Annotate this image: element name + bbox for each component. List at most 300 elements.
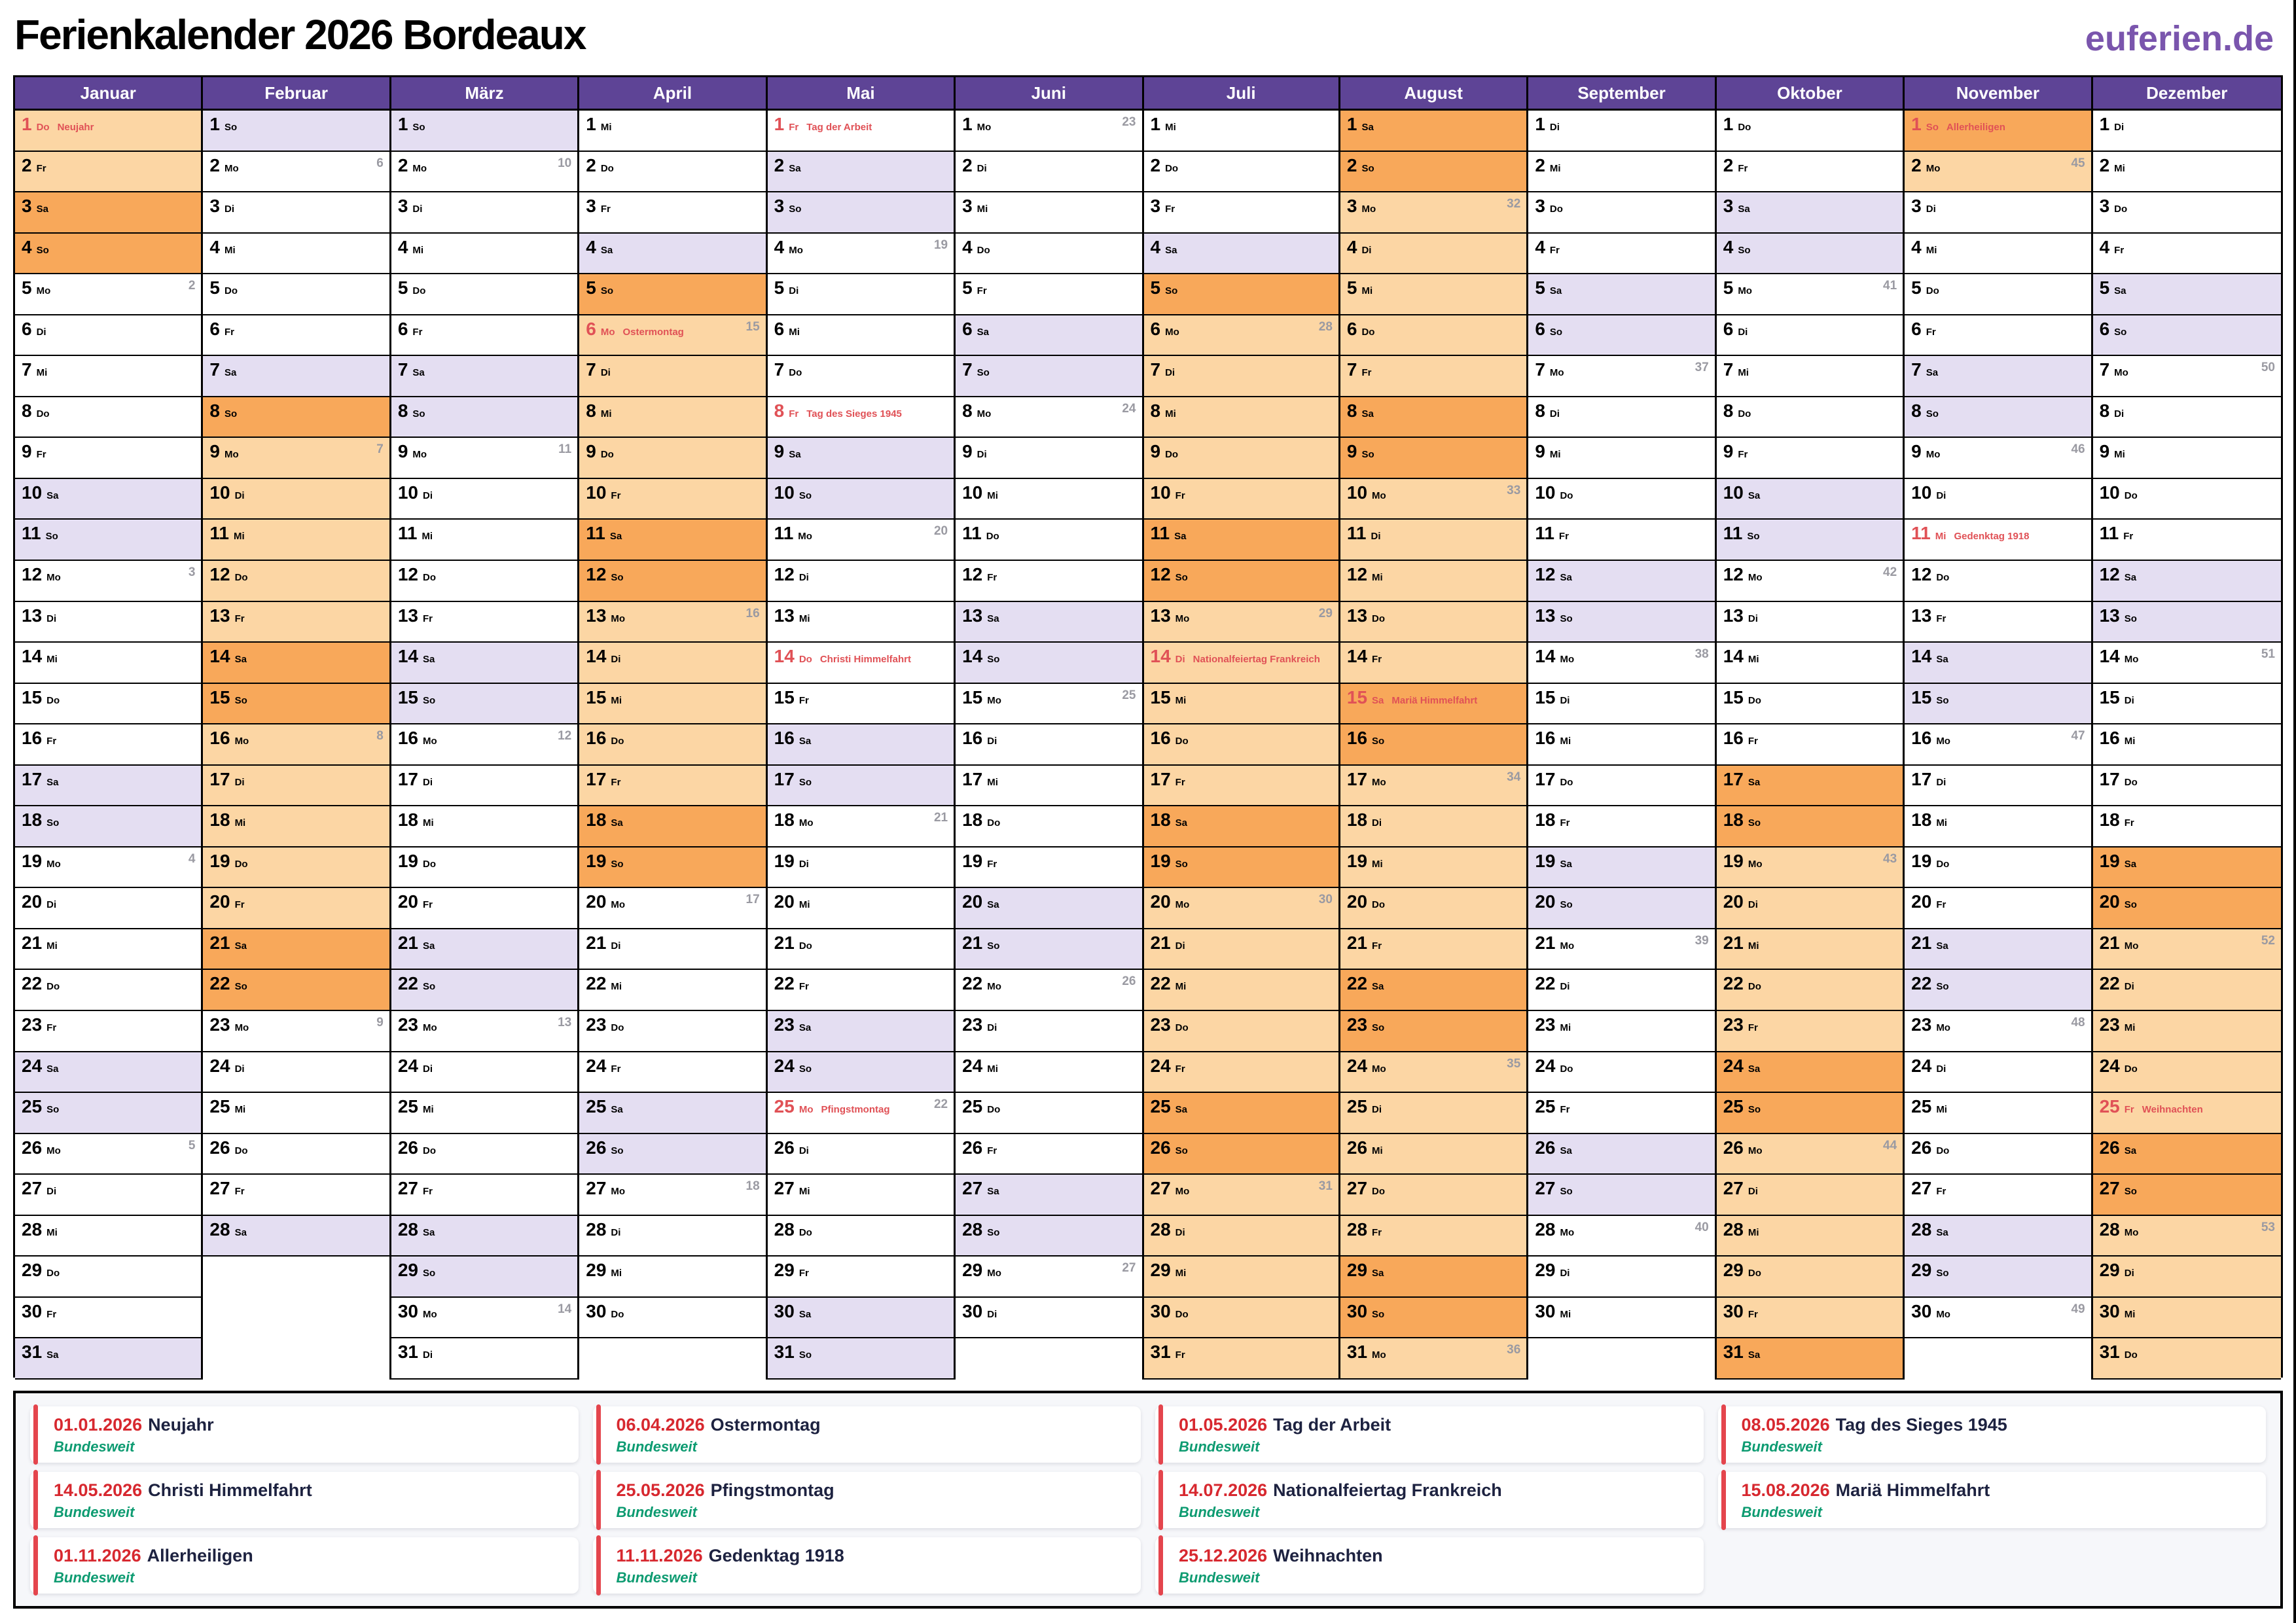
day-number: 19 [1150, 850, 1171, 871]
day-cell [579, 766, 765, 807]
day-number: 17 [1346, 768, 1368, 789]
day-cell [956, 1011, 1141, 1052]
weekday-label: Mo [1748, 572, 1763, 584]
day-number: 18 [1150, 810, 1171, 830]
red-accent-bar [33, 1535, 38, 1596]
day-cell [1717, 1052, 1903, 1094]
legend-card [593, 1537, 1141, 1594]
day-number: 10 [1150, 482, 1171, 503]
weekday-label: Sa [46, 776, 59, 788]
weekday-label: Fr [987, 1145, 997, 1156]
day-cell [768, 234, 954, 275]
site-logo[interactable]: euferien.de [2085, 19, 2274, 58]
weekday-label: Di [1165, 367, 1175, 379]
weekday-label: Mo [611, 1186, 626, 1198]
day-cell [1340, 684, 1526, 725]
day-number: 10 [1535, 482, 1556, 503]
day-number: 29 [962, 1260, 983, 1281]
weekday-label: Fr [798, 1268, 809, 1279]
day-number: 22 [586, 973, 607, 994]
day-cell [1905, 234, 2090, 275]
day-cell [956, 356, 1141, 397]
day-number: 21 [1150, 932, 1171, 953]
day-cell [1340, 929, 1526, 971]
day-number: 31 [1723, 1342, 1744, 1363]
day-number: 9 [2099, 441, 2110, 462]
day-cell [2093, 1175, 2281, 1216]
weekday-label: Fr [46, 1022, 57, 1034]
day-number: 27 [1723, 1178, 1744, 1199]
holiday-label: Tag der Arbeit [806, 122, 872, 133]
day-cell [1144, 356, 1338, 397]
weekday-label: So [224, 122, 238, 133]
day-cell [2093, 1011, 2281, 1052]
day-cell [1905, 929, 2090, 971]
day-cell [1717, 643, 1903, 684]
weekday-label: Do [1361, 326, 1375, 338]
day-cell [1528, 929, 1714, 971]
weekday-label: Di [1361, 244, 1372, 256]
day-number: 21 [22, 932, 43, 953]
week-number: 31 [1318, 1179, 1333, 1194]
weekday-label: Sa [1174, 531, 1187, 543]
weekday-label: Di [1748, 613, 1758, 624]
day-number: 20 [1723, 891, 1744, 912]
day-cell [1340, 602, 1526, 643]
weekday-label: So [1165, 285, 1178, 297]
weekday-label: Mo [1175, 1186, 1190, 1198]
weekday-label: Do [1748, 1268, 1761, 1279]
day-cell [391, 888, 577, 929]
day-number: 14 [397, 646, 418, 667]
day-cell [1717, 520, 1903, 561]
day-number: 30 [397, 1300, 418, 1321]
day-number: 2 [397, 154, 408, 175]
day-cell [203, 1052, 389, 1094]
month-header: April [579, 77, 765, 111]
weekday-label: Sa [1175, 1104, 1188, 1116]
day-number: 29 [1346, 1260, 1368, 1281]
day-number: 26 [1346, 1137, 1368, 1158]
day-cell [579, 1175, 765, 1216]
day-cell [203, 1134, 389, 1175]
weekday-label: Sa [1748, 1349, 1761, 1361]
legend-scope: Bundesweit [616, 1438, 697, 1455]
day-number: 14 [209, 646, 230, 667]
day-cell [1528, 766, 1714, 807]
day-cell [15, 561, 201, 602]
legend-line [617, 1415, 1135, 1435]
legend-date: 25.12.2026 [1179, 1546, 1268, 1565]
weekday-label: Do [1560, 490, 1573, 501]
day-cell [768, 1093, 954, 1134]
week-number: 52 [2261, 933, 2275, 948]
weekday-label: So [234, 694, 247, 706]
weekday-label: Di [2124, 694, 2134, 706]
day-cell [768, 111, 954, 152]
weekday-label: Sa [798, 1308, 812, 1320]
day-cell [2093, 806, 2281, 847]
weekday-label: Sa [1560, 1145, 1572, 1156]
weekday-label: Sa [1361, 122, 1374, 133]
day-cell [203, 888, 389, 929]
day-number: 12 [397, 564, 418, 585]
weekday-label: Mi [422, 1104, 434, 1116]
week-number: 41 [1883, 279, 1897, 293]
day-number: 4 [1911, 236, 1922, 257]
day-number: 6 [2099, 318, 2110, 339]
day-cell [768, 1338, 954, 1380]
weekday-label: Fr [36, 449, 46, 461]
day-cell [391, 1011, 577, 1052]
day-cell [956, 684, 1141, 725]
weekday-label: So [987, 654, 1000, 666]
day-number: 21 [1346, 932, 1368, 953]
weekday-label: Di [36, 326, 46, 338]
legend-holiday-name: Ostermontag [710, 1415, 821, 1435]
weekday-label: Do [2124, 776, 2138, 788]
day-cell [1905, 356, 2090, 397]
day-number: 28 [1346, 1219, 1368, 1240]
day-cell [579, 1011, 765, 1052]
day-number: 17 [962, 768, 983, 789]
day-cell [203, 479, 389, 520]
weekday-label: Sa [611, 1104, 623, 1116]
week-number: 43 [1883, 851, 1897, 866]
week-number: 40 [1695, 1220, 1709, 1234]
day-cell [203, 1175, 389, 1216]
day-number: 22 [2099, 973, 2120, 994]
day-cell [2093, 684, 2281, 725]
day-number: 7 [774, 359, 785, 380]
day-number: 26 [1911, 1137, 1932, 1158]
legend-holiday-name: Christi Himmelfahrt [148, 1480, 312, 1500]
weekday-label: Sa [1372, 981, 1384, 993]
day-cell [768, 1052, 954, 1094]
empty-cell [203, 1298, 389, 1339]
day-number: 23 [1535, 1014, 1556, 1035]
day-cell [1905, 274, 2090, 315]
day-cell [768, 602, 954, 643]
day-number: 6 [774, 318, 785, 339]
day-cell [1717, 847, 1903, 889]
day-cell [956, 192, 1141, 234]
day-number: 1 [1911, 114, 1922, 134]
day-cell [1717, 274, 1903, 315]
red-accent-bar [1158, 1470, 1163, 1530]
day-cell [1905, 192, 2090, 234]
weekday-label: Mo [611, 613, 626, 624]
day-cell [579, 520, 765, 561]
day-cell [15, 643, 201, 684]
weekday-label: Di [789, 285, 799, 297]
weekday-label: Mi [1560, 1308, 1571, 1320]
day-number: 12 [1150, 564, 1171, 585]
day-number: 20 [397, 891, 418, 912]
weekday-label: Di [1936, 776, 1946, 788]
day-number: 30 [1535, 1300, 1556, 1321]
day-cell [1340, 315, 1526, 357]
day-number: 9 [1535, 441, 1545, 462]
legend-scope: Bundesweit [1179, 1504, 1260, 1520]
week-number: 38 [1695, 647, 1709, 662]
week-number: 7 [376, 442, 384, 457]
weekday-label: Sa [1936, 654, 1948, 666]
weekday-label: Mi [36, 367, 48, 379]
day-number: 10 [1723, 482, 1744, 503]
day-cell [1340, 766, 1526, 807]
day-number: 12 [1535, 564, 1556, 585]
weekday-label: Di [798, 1145, 809, 1156]
weekday-label: So [1738, 244, 1751, 256]
weekday-label: So [1747, 531, 1760, 543]
day-number: 24 [962, 1055, 983, 1076]
day-cell [2093, 643, 2281, 684]
day-cell [579, 234, 765, 275]
legend-column [30, 1406, 579, 1594]
day-cell [203, 1216, 389, 1257]
legend-column [1155, 1406, 1704, 1594]
day-cell [1528, 1175, 1714, 1216]
weekday-label: Mi [412, 244, 424, 256]
weekday-label: Di [798, 572, 809, 584]
weekday-label: Di [1560, 981, 1570, 993]
day-number: 6 [1150, 318, 1161, 339]
weekday-label: Mi [46, 1226, 58, 1238]
day-number: 28 [209, 1219, 230, 1240]
day-cell [2093, 1298, 2281, 1339]
weekday-label: Mi [798, 1186, 810, 1198]
day-number: 13 [209, 605, 230, 626]
day-number: 8 [22, 400, 32, 421]
week-number: 13 [558, 1016, 572, 1030]
legend-card [593, 1472, 1141, 1528]
weekday-label: So [798, 1063, 812, 1075]
weekday-label: So [600, 285, 613, 297]
day-cell [203, 111, 389, 152]
day-number: 3 [1535, 196, 1545, 217]
day-cell [391, 1216, 577, 1257]
weekday-label: Do [1372, 613, 1386, 624]
day-number: 11 [22, 523, 41, 544]
day-cell [1717, 1175, 1903, 1216]
holiday-label: Allerheiligen [1946, 122, 2005, 133]
week-number: 28 [1318, 319, 1333, 334]
weekday-label: Mi [798, 899, 810, 911]
day-cell [391, 1298, 577, 1339]
weekday-label: Fr [234, 613, 245, 624]
day-cell [1144, 970, 1338, 1011]
day-cell [1144, 1175, 1338, 1216]
day-number: 2 [209, 154, 220, 175]
day-number: 6 [209, 318, 220, 339]
day-cell [1340, 1052, 1526, 1094]
day-number: 11 [397, 523, 418, 544]
day-number: 18 [22, 810, 43, 830]
day-number: 8 [209, 400, 220, 421]
day-number: 26 [209, 1137, 230, 1158]
legend-holiday-name: Tag des Sieges 1945 [1835, 1415, 2007, 1435]
month-column [579, 77, 767, 1380]
day-cell [2093, 1052, 2281, 1094]
day-cell [2093, 397, 2281, 438]
day-number: 4 [1535, 236, 1545, 257]
day-cell [1144, 561, 1338, 602]
day-cell [1905, 847, 2090, 889]
weekday-label: Do [234, 858, 248, 870]
day-number: 25 [209, 1096, 230, 1117]
weekday-label: Di [2114, 122, 2125, 133]
day-cell [391, 397, 577, 438]
weekday-label: Do [1560, 776, 1573, 788]
day-cell [1905, 1257, 2090, 1298]
weekday-label: Do [1936, 572, 1950, 584]
month-column [1717, 77, 1905, 1380]
weekday-label: Mi [1165, 408, 1176, 419]
weekday-label: Fr [1372, 1226, 1382, 1238]
day-cell [2093, 479, 2281, 520]
weekday-label: Mo [798, 531, 812, 543]
weekday-label: Mi [1560, 736, 1571, 747]
week-number: 42 [1883, 565, 1897, 580]
weekday-label: Do [1926, 285, 1939, 297]
day-number: 9 [962, 441, 973, 462]
weekday-label: Do [224, 285, 238, 297]
weekday-label: Fr [224, 326, 234, 338]
red-accent-bar [1721, 1470, 1726, 1530]
day-number: 12 [209, 564, 230, 585]
day-cell [1528, 111, 1714, 152]
day-cell [203, 806, 389, 847]
day-number: 23 [586, 1014, 607, 1035]
day-number: 13 [1535, 605, 1556, 626]
weekday-label: Sa [1926, 367, 1939, 379]
month-column [391, 77, 579, 1380]
day-number: 12 [2099, 564, 2120, 585]
weekday-label: So [1361, 162, 1374, 174]
day-cell [1340, 1175, 1526, 1216]
day-number: 18 [586, 810, 607, 830]
day-number: 28 [1535, 1219, 1556, 1240]
day-cell [1905, 1011, 2090, 1052]
day-number: 28 [1723, 1219, 1744, 1240]
day-number: 12 [1911, 564, 1932, 585]
day-cell [1528, 234, 1714, 275]
weekday-label: Di [1560, 1268, 1570, 1279]
day-number: 30 [22, 1300, 43, 1321]
day-number: 26 [1723, 1137, 1744, 1158]
day-cell [768, 192, 954, 234]
day-cell [1144, 520, 1338, 561]
day-cell [768, 888, 954, 929]
weekday-label: Mo [1936, 1308, 1950, 1320]
week-number: 45 [2071, 156, 2085, 170]
week-number: 29 [1318, 606, 1333, 620]
weekday-label: Di [234, 776, 245, 788]
weekday-label: Di [1748, 899, 1758, 911]
day-cell [579, 1216, 765, 1257]
day-number: 29 [397, 1260, 418, 1281]
day-cell [2093, 847, 2281, 889]
day-number: 25 [397, 1096, 418, 1117]
day-number: 9 [397, 441, 408, 462]
weekday-label: Mi [611, 981, 622, 993]
day-cell [768, 724, 954, 766]
weekday-label: Mo [987, 981, 1001, 993]
day-cell [956, 1134, 1141, 1175]
weekday-label: Fr [1175, 490, 1185, 501]
weekday-label: Sa [1748, 490, 1761, 501]
day-number: 30 [962, 1300, 983, 1321]
weekday-label: Fr [1748, 1022, 1758, 1034]
legend-date: 01.11.2026 [54, 1546, 141, 1565]
weekday-label: Mo [1560, 654, 1575, 666]
day-number: 29 [1723, 1260, 1744, 1281]
day-number: 26 [774, 1137, 795, 1158]
day-cell [2093, 274, 2281, 315]
day-cell [579, 111, 765, 152]
day-cell [1340, 192, 1526, 234]
day-number: 15 [1911, 687, 1932, 707]
day-number: 30 [1346, 1300, 1368, 1321]
weekday-label: Mo [798, 1104, 814, 1116]
weekday-label: Fr [1748, 1308, 1758, 1320]
day-cell [391, 1052, 577, 1094]
weekday-label: Fr [789, 408, 799, 419]
weekday-label: So [1936, 1268, 1949, 1279]
day-number: 5 [2099, 277, 2110, 298]
legend-card [1718, 1472, 2267, 1528]
weekday-label: So [412, 408, 425, 419]
day-number: 16 [2099, 728, 2120, 749]
red-accent-bar [596, 1404, 601, 1465]
weekday-label: Do [789, 367, 802, 379]
day-number: 14 [1346, 646, 1368, 667]
day-number: 6 [397, 318, 408, 339]
weekday-label: Mi [2124, 736, 2136, 747]
day-cell [15, 724, 201, 766]
empty-cell [579, 1338, 765, 1380]
weekday-label: Sa [1372, 694, 1384, 706]
day-number: 21 [1911, 932, 1932, 953]
day-cell [203, 152, 389, 193]
day-cell [1528, 602, 1714, 643]
day-cell [956, 397, 1141, 438]
day-number: 10 [2099, 482, 2120, 503]
day-number: 29 [1535, 1260, 1556, 1281]
weekday-label: Di [1175, 940, 1185, 952]
day-cell [579, 192, 765, 234]
weekday-label: Mo [1361, 204, 1376, 215]
day-number: 9 [1723, 441, 1734, 462]
day-number: 9 [209, 441, 220, 462]
weekday-label: Sa [789, 449, 801, 461]
day-number: 5 [1150, 277, 1161, 298]
day-number: 14 [962, 646, 983, 667]
day-cell [391, 1093, 577, 1134]
day-cell [203, 929, 389, 971]
day-number: 3 [2099, 196, 2110, 217]
day-number: 13 [962, 605, 983, 626]
day-cell [391, 192, 577, 234]
weekday-label: Mi [1549, 449, 1561, 461]
day-cell [1340, 274, 1526, 315]
day-cell [956, 929, 1141, 971]
day-cell [768, 847, 954, 889]
weekday-label: Mo [36, 285, 51, 297]
day-number: 18 [1346, 810, 1368, 830]
legend-holiday-name: Pfingstmontag [710, 1480, 834, 1500]
